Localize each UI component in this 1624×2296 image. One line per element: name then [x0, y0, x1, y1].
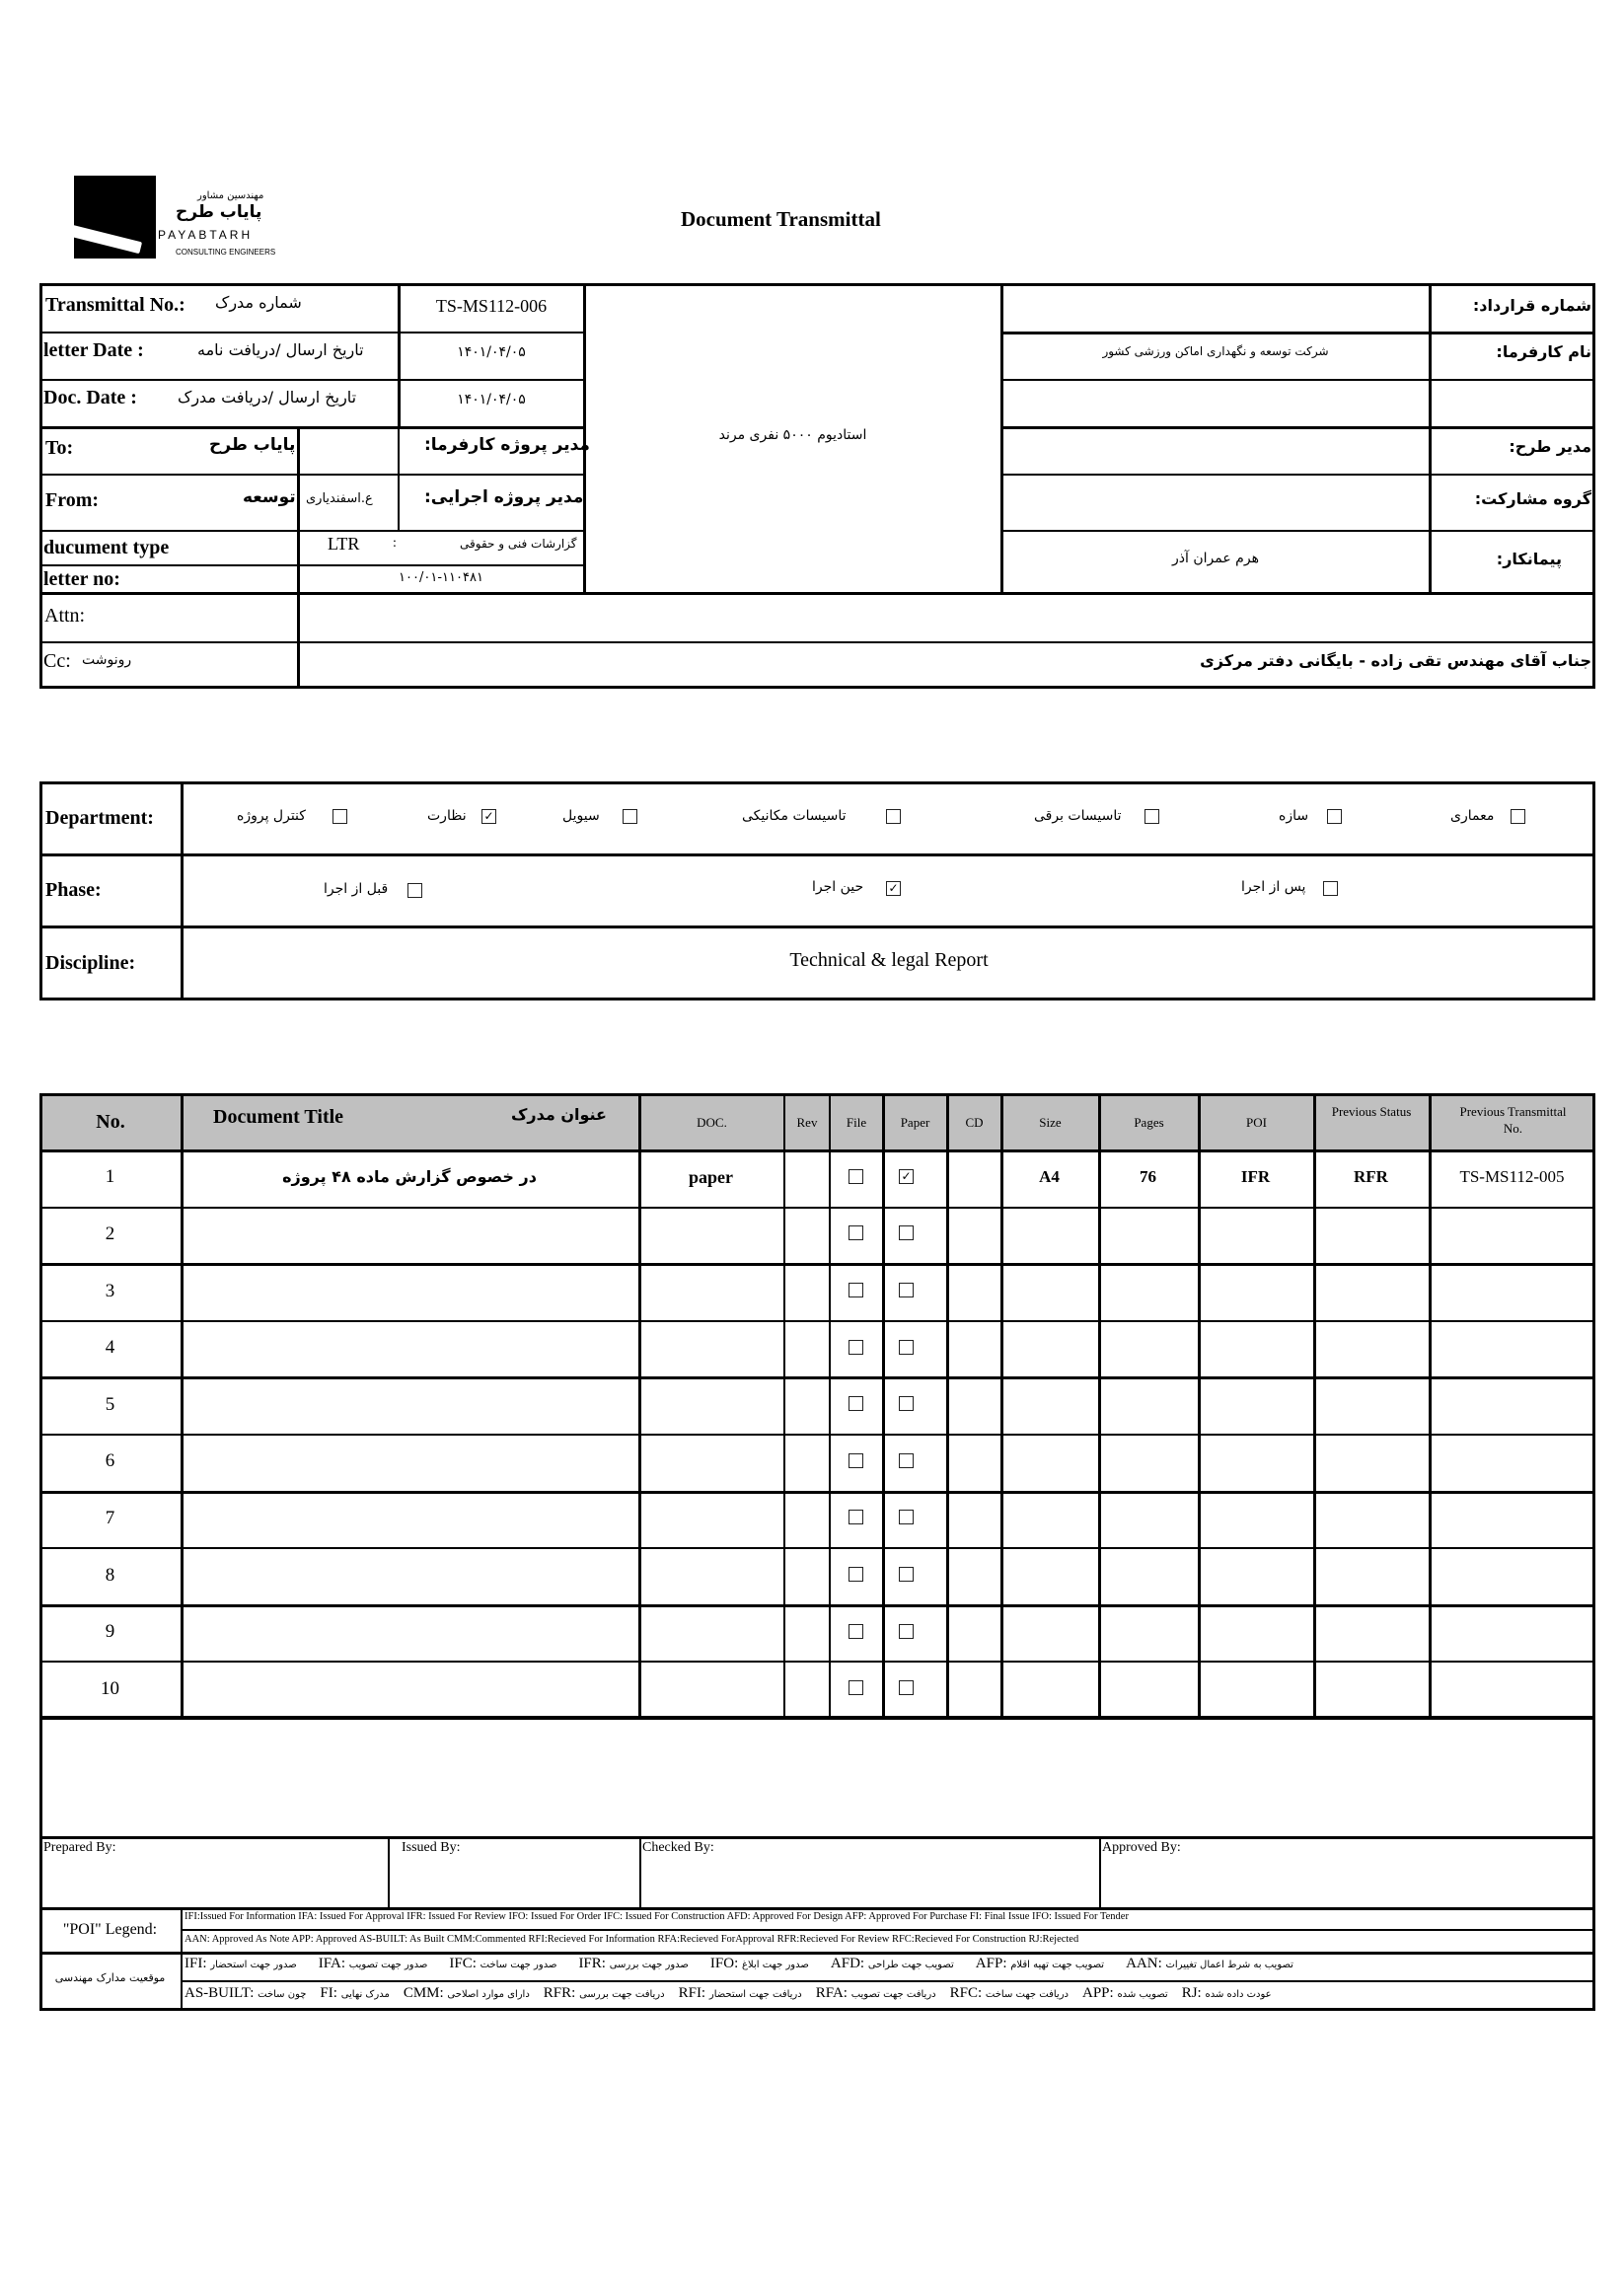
paper-checkbox-icon[interactable]	[899, 1225, 914, 1240]
checkbox-icon[interactable]	[623, 809, 637, 824]
file-checkbox-icon[interactable]	[849, 1396, 863, 1411]
to-value: پایاب طرح	[209, 435, 296, 455]
col-header-title-fa: عنوان مدرک	[511, 1105, 607, 1124]
cell-no: 3	[105, 1280, 115, 1301]
cell-no: 1	[105, 1166, 115, 1188]
file-checkbox-icon[interactable]	[849, 1680, 863, 1695]
cell-no: 8	[105, 1564, 115, 1586]
cell-prev-transmittal: TS-MS112-005	[1459, 1167, 1565, 1187]
doc-type-separator: :	[393, 536, 397, 551]
col-header-size: Size	[1039, 1115, 1062, 1130]
issued-by-label: Issued By:	[402, 1840, 461, 1855]
paper-checkbox-checked-icon[interactable]: ✓	[899, 1169, 914, 1184]
contractor-label: پیمانکار:	[1496, 550, 1562, 568]
checkbox-icon[interactable]	[1323, 881, 1338, 896]
department-label: Department:	[45, 807, 154, 829]
status-legend-item: IFA: صدور جهت تصویب	[318, 1956, 428, 1971]
from-pm-value: ع.اسفندیاری	[306, 491, 373, 506]
status-legend-item: IFI: صدور جهت استحضار	[185, 1956, 297, 1971]
contractor-value: هرم عمران آذر	[1172, 551, 1259, 566]
col-header-doc: DOC.	[697, 1115, 727, 1130]
col-header-paper: Paper	[900, 1115, 930, 1130]
paper-checkbox-icon[interactable]	[899, 1510, 914, 1524]
logo-fa-name: پایاب طرح	[176, 202, 262, 222]
client-pm-label: مدیر پروژه کارفرما:	[424, 435, 590, 455]
prepared-by-label: Prepared By:	[43, 1840, 116, 1855]
to-label: To:	[45, 437, 74, 459]
letter-date-label-fa: تاریخ ارسال /دریافت نامه	[197, 340, 364, 359]
cell-no: 10	[101, 1677, 119, 1699]
checkbox-icon[interactable]	[1511, 809, 1525, 824]
cell-no: 4	[105, 1337, 115, 1359]
cc-label: Cc:	[43, 650, 71, 672]
transmittal-no-label-fa: شماره مدرک	[215, 293, 302, 312]
plan-manager-label: مدیر طرح:	[1509, 437, 1591, 456]
status-legend-item: AFD: تصویب جهت طراحی	[830, 1956, 954, 1971]
status-legend-item: CMM: دارای موارد اصلاحی	[403, 1985, 530, 2001]
paper-checkbox-icon[interactable]	[899, 1283, 914, 1297]
client-value: شرکت توسعه و نگهداری اماکن ورزشی کشور	[1102, 344, 1329, 358]
col-header-prev-transmittal: Previous Transmittal No.	[1459, 1104, 1567, 1136]
doc-date-label: Doc. Date :	[43, 387, 137, 408]
file-checkbox-icon[interactable]	[849, 1340, 863, 1355]
file-checkbox-icon[interactable]	[849, 1453, 863, 1468]
status-legend-item: AAN: تصویب به شرط اعمال تغییرات	[1126, 1956, 1293, 1971]
status-legend-line-2	[185, 1986, 1286, 2001]
letter-date-value: ۱۴۰۱/۰۴/۰۵	[457, 344, 526, 360]
checkbox-icon[interactable]	[332, 809, 347, 824]
engineering-status-label: موقعیت مدارک مهندسی	[54, 1971, 166, 1984]
discipline-label: Discipline:	[45, 952, 136, 974]
col-header-no: No.	[96, 1111, 125, 1133]
status-legend-item: AFP: تصویب جهت تهیه اقلام	[975, 1956, 1105, 1971]
col-header-poi: POI	[1246, 1115, 1267, 1130]
logo-fa-subtitle: مهندسین مشاور	[197, 190, 264, 201]
status-legend-item: IFR: صدور جهت بررسی	[578, 1956, 689, 1971]
client-label: نام کارفرما:	[1496, 342, 1591, 361]
cc-label-fa: رونوشت	[82, 652, 132, 668]
status-legend-item: RJ: عودت داده شده	[1181, 1985, 1272, 2001]
doc-type-code: LTR	[328, 534, 360, 554]
logo-en-subtitle: CONSULTING ENGINEERS	[176, 248, 276, 257]
cc-value: جناب آقای مهندس تقی زاده - بایگانی دفتر مرکزی	[1200, 651, 1591, 670]
checkbox-checked-icon[interactable]: ✓	[886, 881, 901, 896]
discipline-value: Technical & legal Report	[789, 949, 989, 971]
poi-legend-line-1: IFI:Issued For Information IFA: Issued For Approval IFR: Issued For Review IFO: Issued For Order IFC: Issued For Construction AFD: Approved For Design AFP: Approved For Purchase FI: Final Issue IFO: Issued For Tender	[185, 1911, 1129, 1922]
col-header-pages: Pages	[1134, 1115, 1164, 1130]
file-checkbox-icon[interactable]	[849, 1225, 863, 1240]
cell-title: در خصوص گزارش ماده ۴۸ پروژه	[282, 1166, 537, 1186]
file-checkbox-icon[interactable]	[849, 1567, 863, 1582]
approved-by-label: Approved By:	[1102, 1840, 1181, 1855]
attn-label: Attn:	[44, 605, 86, 627]
doc-date-value: ۱۴۰۱/۰۴/۰۵	[457, 392, 526, 407]
checkbox-icon[interactable]	[1327, 809, 1342, 824]
status-legend-item: AS-BUILT: چون ساخت	[185, 1985, 307, 2001]
from-value: توسعه	[243, 487, 296, 507]
status-legend-item: RFA: دریافت جهت تصویب	[815, 1985, 936, 2001]
cell-doc: paper	[689, 1166, 733, 1187]
file-checkbox-icon[interactable]	[849, 1283, 863, 1297]
poi-legend-label: "POI" Legend:	[62, 1921, 158, 1938]
transmittal-no-label: Transmittal No.:	[45, 294, 185, 316]
remarks-area[interactable]	[41, 1719, 1593, 1835]
checkbox-checked-icon[interactable]: ✓	[481, 809, 496, 824]
checkbox-icon[interactable]	[1144, 809, 1159, 824]
status-legend-line-1	[185, 1957, 1315, 1971]
doc-type-fa: گزارشات فنی و حقوقی	[460, 537, 577, 551]
cell-no: 2	[105, 1222, 115, 1244]
status-legend-item: RFR: دریافت جهت بررسی	[543, 1985, 665, 2001]
cell-prev-status: RFR	[1354, 1167, 1388, 1187]
paper-checkbox-icon[interactable]	[899, 1453, 914, 1468]
cell-no: 5	[105, 1393, 115, 1415]
checkbox-icon[interactable]	[407, 883, 422, 898]
cell-pages: 76	[1140, 1167, 1156, 1187]
partner-group-label: گروه مشارکت:	[1474, 489, 1591, 508]
from-label: From:	[45, 489, 100, 511]
paper-checkbox-icon[interactable]	[899, 1396, 914, 1411]
status-legend-item: IFC: صدور جهت ساخت	[449, 1956, 557, 1971]
col-header-cd: CD	[965, 1115, 984, 1130]
col-header-title-en: Document Title	[213, 1106, 344, 1128]
status-legend-item: FI: مدرک نهایی	[320, 1985, 390, 2001]
file-checkbox-icon[interactable]	[849, 1624, 863, 1639]
checkbox-icon[interactable]	[886, 809, 901, 824]
logo-en-name: PAYABTARH	[158, 228, 254, 242]
cell-size: A4	[1039, 1167, 1060, 1187]
transmittal-no-value: TS-MS112-006	[435, 296, 548, 316]
status-legend-item: APP: تصویب شده	[1082, 1985, 1168, 2001]
col-header-rev: Rev	[796, 1115, 818, 1130]
logo-mark-icon	[74, 176, 156, 259]
letter-no-value: ۱۰۰/۰۱-۱۱۰۴۸۱	[399, 570, 483, 585]
file-checkbox-icon[interactable]	[849, 1510, 863, 1524]
status-legend-item: RFI: دریافت جهت استحضار	[678, 1985, 802, 2001]
col-header-file: File	[846, 1115, 867, 1130]
checked-by-label: Checked By:	[642, 1840, 714, 1855]
exec-pm-label: مدیر پروژه اجرایی:	[424, 487, 584, 507]
contract-no-label: شماره قرارداد:	[1472, 296, 1591, 315]
cell-no: 7	[105, 1507, 115, 1528]
phase-label: Phase:	[45, 879, 102, 901]
letter-date-label: letter Date :	[43, 339, 144, 361]
paper-checkbox-icon[interactable]	[899, 1680, 914, 1695]
letter-no-label: letter no:	[43, 568, 120, 590]
status-legend-item: IFO: صدور جهت ابلاغ	[709, 1956, 809, 1971]
cell-poi: IFR	[1240, 1167, 1271, 1187]
file-checkbox-icon[interactable]	[849, 1169, 863, 1184]
cell-no: 9	[105, 1621, 115, 1643]
paper-checkbox-icon[interactable]	[899, 1624, 914, 1639]
status-legend-item: RFC: دریافت جهت ساخت	[949, 1985, 1069, 2001]
paper-checkbox-icon[interactable]	[899, 1567, 914, 1582]
page-title: Document Transmittal	[681, 207, 881, 231]
cell-no: 6	[105, 1450, 115, 1472]
doc-type-label: ducument type	[43, 537, 170, 558]
doc-date-label-fa: تاریخ ارسال /دریافت مدرک	[178, 388, 357, 407]
project-name: استادیوم ۵۰۰۰ نفری مرند	[718, 427, 867, 443]
poi-legend-line-2: AAN: Approved As Note APP: Approved AS-BUILT: As Built CMM:Commented RFI:Recieved For Information RFA:Recieved ForApproval RFR:Recieved For Review RFC:Recieved For Construction RJ:Rejected	[185, 1934, 1079, 1945]
col-header-prev-status: Previous Status	[1331, 1104, 1412, 1119]
paper-checkbox-icon[interactable]	[899, 1340, 914, 1355]
